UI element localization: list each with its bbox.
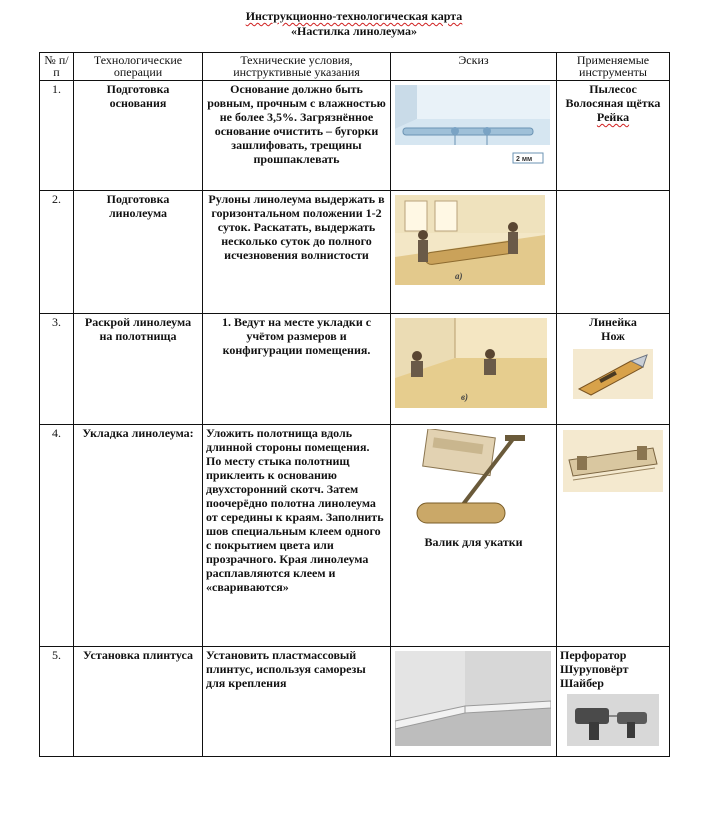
sketch-cutting-linoleum-image — [395, 318, 547, 408]
conditions-text: Установить пластмассовый плинтус, используя саморезы для крепления — [206, 648, 366, 690]
tool-item — [560, 110, 666, 124]
row-sketch — [391, 647, 557, 757]
row-operation: Подготовка линолеума — [74, 191, 203, 314]
tech-card-table — [39, 52, 670, 757]
table-row — [40, 81, 670, 191]
row-conditions: 1. Ведут на месте укладки с учётом размеров и конфигурации помещения. — [203, 314, 391, 425]
sketch-level-rail-image — [395, 85, 550, 165]
roller-image — [395, 429, 551, 529]
row-sketch — [391, 191, 557, 314]
skirting-board-image — [395, 651, 551, 746]
row-tools — [557, 191, 670, 314]
table-row — [40, 191, 670, 314]
row-operation: Раскрой линолеума на полотнища — [74, 314, 203, 425]
power-tools-image — [567, 694, 659, 746]
row-conditions: Основание должно быть ровным, прочным с влажностью не более 3,5%. Загрязнённое основание очистить – бугорки зашлифовать, трещины прошпаклевать — [203, 81, 391, 191]
row-operation: Укладка линолеума: — [74, 425, 203, 647]
row-number: 5. — [40, 647, 74, 757]
row-conditions — [203, 647, 391, 757]
header-conditions: Технические условия, инструктивные указания — [203, 53, 391, 81]
sketch-label: 2 мм — [516, 156, 533, 163]
row-tools — [557, 81, 670, 191]
row-number: 2. — [40, 191, 74, 314]
header-sketch: Эскиз — [391, 53, 557, 81]
row-sketch — [391, 81, 557, 191]
sketch-caption: Валик для укатки — [424, 535, 523, 549]
header-operations: Технологические операции — [74, 53, 203, 81]
tool-item: Волосяная щётка — [565, 96, 661, 110]
row-number: 4. — [40, 425, 74, 647]
header-num: № п/п — [40, 53, 74, 81]
row-tools — [557, 425, 670, 647]
row-sketch — [391, 314, 557, 425]
table-header-row — [40, 53, 670, 81]
utility-knife-image — [573, 349, 653, 399]
sketch-label: в) — [461, 392, 469, 402]
cutting-tool-image — [563, 430, 663, 492]
tool-item: Перфоратор — [560, 648, 627, 662]
table-row — [40, 425, 670, 647]
document-title-text: Инструкционно-технологическая карта — [245, 9, 463, 23]
tool-item: Нож — [601, 329, 625, 343]
row-tools — [557, 314, 670, 425]
sketch-label: а) — [455, 271, 463, 281]
tool-item: Линейка — [589, 315, 637, 329]
row-operation: Подготовка основания — [74, 81, 203, 191]
row-conditions: Уложить полотнища вдоль длинной стороны помещения. По месту стыка полотнищ приклеить к основанию двухсторонний скотч. Затем поочерёдно полотна линолеума от середины к краям. Заполнить шов специальным клеем одного с покрытием цвета или прозрачного. Края линолеума расплавляются клеем и «свариваются» — [203, 425, 391, 647]
tool-item: Пылесос — [589, 82, 637, 96]
header-tools: Применяемые инструменты — [557, 53, 670, 81]
table-row — [40, 647, 670, 757]
row-number: 3. — [40, 314, 74, 425]
sketch-rolling-linoleum-image — [395, 195, 545, 285]
row-sketch — [391, 425, 557, 647]
tool-item-text: Рейка — [596, 110, 630, 124]
row-conditions: Рулоны линолеума выдержать в горизонтальном положении 1-2 суток. Раскатать, выдержать несколько суток до полного исчезновения волнистости — [203, 191, 391, 314]
document-subtitle: «Настилка линолеума» — [290, 24, 418, 38]
tool-item: Шуруповёрт — [560, 662, 629, 676]
table-row — [40, 314, 670, 425]
document-title — [0, 9, 708, 24]
tool-item: Шайбер — [560, 676, 604, 690]
row-tools — [557, 647, 670, 757]
row-operation: Установка плинтуса — [74, 647, 203, 757]
row-number: 1. — [40, 81, 74, 191]
